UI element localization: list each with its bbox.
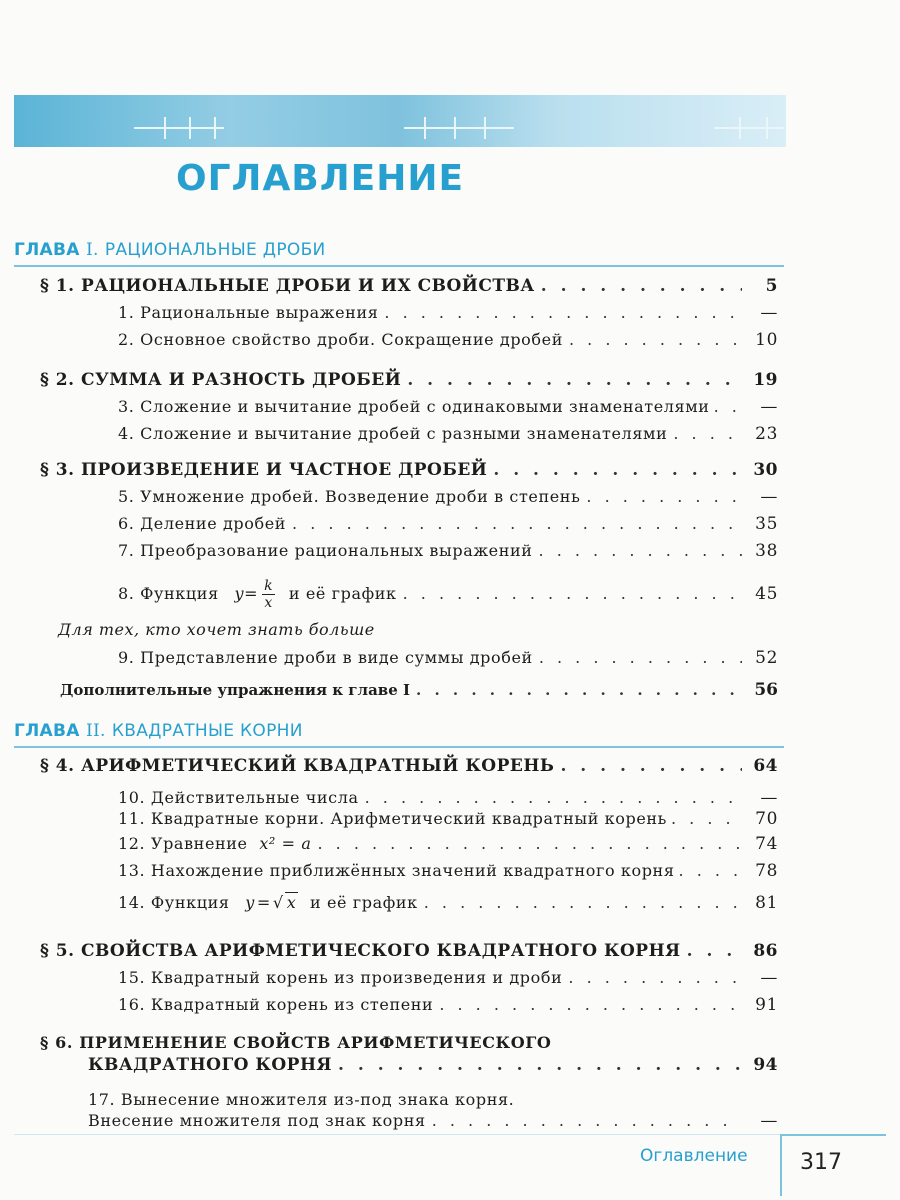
page-number: —	[760, 487, 778, 507]
page-number: 86	[753, 941, 778, 961]
entry-suffix: и её график	[288, 584, 397, 603]
entry-label: 11. Квадратные корни. Арифметический квадратный корень	[118, 809, 667, 828]
dot-leader	[338, 1055, 742, 1075]
page-number: 74	[755, 834, 778, 854]
toc-entry-14[interactable]	[118, 892, 778, 913]
toc-entry-section-3[interactable]	[40, 460, 778, 480]
formula-equals: =	[256, 893, 271, 912]
page-number: 35	[755, 514, 778, 534]
chapter-1-heading	[14, 240, 326, 260]
extra-reading-label: Для тех, кто хочет знать больше	[58, 620, 375, 639]
dot-leader	[432, 1111, 742, 1130]
dot-leader	[384, 303, 742, 322]
chapter-2-rule	[14, 746, 784, 748]
entry-label: 16. Квадратный корень из степени	[118, 995, 434, 1014]
footer-divider	[14, 1134, 780, 1135]
entry-label: § 1. РАЦИОНАЛЬНЫЕ ДРОБИ И ИХ СВОЙСТВА	[40, 276, 535, 296]
fraction-numerator: k	[264, 578, 274, 594]
toc-entry-15[interactable]	[118, 968, 778, 988]
toc-entry-3[interactable]	[118, 397, 778, 417]
toc-entry-section-5[interactable]	[40, 941, 778, 961]
dot-leader	[539, 648, 742, 667]
dot-leader	[679, 861, 744, 880]
page-number: 45	[755, 584, 778, 604]
toc-entry-section-2[interactable]	[40, 370, 778, 390]
entry-label: § 4. АРИФМЕТИЧЕСКИЙ КВАДРАТНЫЙ КОРЕНЬ	[40, 756, 555, 776]
page-number: 56	[754, 680, 778, 700]
entry-label	[118, 834, 311, 853]
toc-entry-11[interactable]	[118, 809, 778, 829]
entry-label: 15. Квадратный корень из произведения и дроби	[118, 968, 563, 987]
toc-entry-12[interactable]	[118, 834, 778, 854]
footer-label: Оглавление	[640, 1146, 748, 1166]
page-number: —	[760, 397, 778, 417]
entry-label: 4. Сложение и вычитание дробей с разными знаменателями	[118, 424, 668, 443]
entry-label: 13. Нахождение приближённых значений квадратного корня	[118, 861, 675, 880]
page-title: ОГЛАВЛЕНИЕ	[176, 158, 465, 199]
entry-label: 1. Рациональные выражения	[118, 303, 379, 322]
toc-entry-7[interactable]	[118, 541, 778, 561]
entry-label: 7. Преобразование рациональных выражений	[118, 541, 533, 560]
entry-label: § 3. ПРОИЗВЕДЕНИЕ И ЧАСТНОЕ ДРОБЕЙ	[40, 460, 488, 480]
entry-label: 3. Сложение и вычитание дробей с одинаковыми знаменателями	[118, 397, 710, 416]
toc-entry-9[interactable]	[118, 648, 778, 668]
page-number: —	[760, 968, 778, 988]
dot-leader	[671, 809, 744, 828]
toc-entry-additional-exercises[interactable]	[60, 680, 778, 700]
page-number: 91	[755, 995, 778, 1015]
entry-label: КВАДРАТНОГО КОРНЯ	[88, 1055, 333, 1075]
formula-y: y	[234, 584, 245, 603]
toc-entry-5[interactable]	[118, 487, 778, 507]
toc-entry-17[interactable]	[88, 1111, 778, 1131]
page-number: 10	[755, 330, 778, 350]
chapter-2-name: КВАДРАТНЫЕ КОРНИ	[111, 721, 303, 741]
entry-prefix: 14. Функция	[118, 893, 230, 912]
sqrt-icon: √	[272, 893, 284, 912]
chapter-1-rule	[14, 265, 784, 267]
page-number: 81	[755, 893, 778, 913]
dot-leader	[416, 681, 742, 699]
formula: x² = a	[259, 834, 312, 853]
footer-page-number: 317	[800, 1150, 842, 1175]
toc-entry-8[interactable]	[118, 578, 778, 611]
page-number: 70	[755, 809, 778, 829]
entry-label: 6. Деление дробей	[118, 514, 287, 533]
entry-label	[118, 578, 397, 611]
toc-entry-section-4[interactable]	[40, 756, 778, 776]
toc-entry-16[interactable]	[118, 995, 778, 1015]
fraction	[262, 578, 275, 611]
entry-prefix: 8. Функция	[118, 584, 219, 603]
dot-leader	[568, 968, 742, 987]
formula-equals: =	[244, 584, 259, 603]
dot-leader	[541, 276, 742, 296]
entry-label: 2. Основное свойство дроби. Сокращение дробей	[118, 330, 563, 349]
dot-leader	[493, 460, 742, 480]
chapter-1-prefix: ГЛАВА	[14, 240, 80, 260]
page-number: —	[760, 1111, 778, 1131]
dot-leader	[673, 424, 742, 443]
chapter-2-roman: II.	[85, 721, 106, 741]
entry-label: 5. Умножение дробей. Возведение дроби в степень	[118, 487, 581, 506]
chapter-2-heading	[14, 721, 303, 741]
toc-entry-section-6[interactable]	[88, 1055, 778, 1075]
page-number: —	[760, 303, 778, 323]
dot-leader	[439, 995, 742, 1014]
page-number: 5	[765, 276, 778, 296]
toc-entry-13[interactable]	[118, 861, 778, 881]
page-number: 23	[755, 424, 778, 444]
page-number: —	[760, 788, 778, 808]
dot-leader	[687, 941, 742, 961]
page-number: 78	[755, 861, 778, 881]
entry-label: 10. Действительные числа	[118, 788, 359, 807]
page-number: 94	[753, 1055, 778, 1075]
toc-entry-10[interactable]	[118, 788, 778, 808]
dot-leader	[365, 788, 742, 807]
entry-suffix: и её график	[310, 893, 418, 912]
page-number: 19	[753, 370, 778, 390]
dot-leader	[539, 541, 742, 560]
sqrt-radicand: x	[286, 893, 297, 912]
page-number: 38	[755, 541, 778, 561]
header-banner	[14, 95, 786, 147]
page-number: 30	[753, 460, 778, 480]
dot-leader	[407, 370, 742, 390]
entry-label: § 2. СУММА И РАЗНОСТЬ ДРОБЕЙ	[40, 370, 402, 390]
fraction-denominator: x	[264, 595, 273, 611]
dot-leader	[714, 397, 744, 416]
dot-leader	[292, 514, 742, 533]
dot-leader	[424, 893, 742, 912]
entry-label: 9. Представление дроби в виде суммы дробей	[118, 648, 533, 667]
entry-label: Внесение множителя под знак корня	[88, 1111, 426, 1130]
toc-entry-6[interactable]	[118, 514, 778, 534]
section-6-title-line1: § 6. ПРИМЕНЕНИЕ СВОЙСТВ АРИФМЕТИЧЕСКОГО	[40, 1033, 552, 1052]
entry-label: Дополнительные упражнения к главе I	[60, 681, 410, 699]
toc-entry-4[interactable]	[118, 424, 778, 444]
entry-label	[118, 892, 418, 912]
chapter-1-name: РАЦИОНАЛЬНЫЕ ДРОБИ	[104, 240, 326, 260]
page-number: 64	[753, 756, 778, 776]
toc-entry-section-1[interactable]	[40, 276, 778, 296]
entry-label: § 5. СВОЙСТВА АРИФМЕТИЧЕСКОГО КВАДРАТНОГО КОРНЯ	[40, 941, 681, 961]
toc-entry-2[interactable]	[118, 330, 778, 350]
toc-entry-1[interactable]	[118, 303, 778, 323]
dot-leader	[403, 584, 742, 603]
dot-leader	[560, 756, 742, 776]
entry-17-line1: 17. Вынесение множителя из-под знака корня.	[88, 1090, 515, 1109]
chapter-2-prefix: ГЛАВА	[14, 721, 80, 741]
dot-leader	[586, 487, 742, 506]
formula-y: y	[245, 893, 255, 912]
page-number: 52	[755, 648, 778, 668]
dot-leader	[569, 330, 742, 349]
dot-leader	[317, 834, 742, 853]
chapter-1-roman: I.	[85, 240, 99, 260]
entry-prefix: 12. Уравнение	[118, 834, 248, 853]
